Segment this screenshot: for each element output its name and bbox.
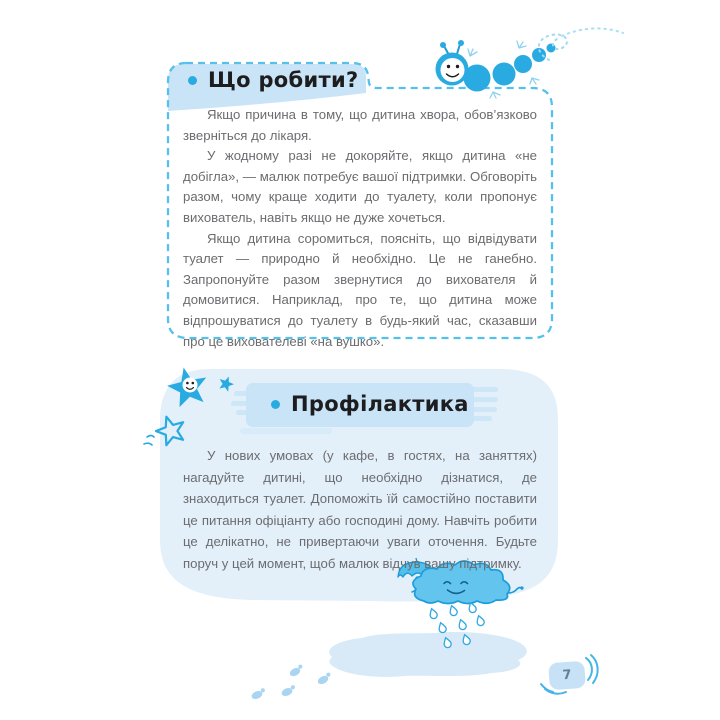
paragraph: У нових умовах (у кафе, в гостях, на заняттях) нагадуйте дитині, що необхідно дізнатися, де знаходиться туалет. Допоможіть їй самостійно поставити це питання офіціанту або господині дому. Навчіть робити це делікатно, не привертаючи уваги оточення. Будьте поруч у цей момент, щоб малюк відчув вашу підтримку.	[183, 448, 537, 571]
section-heading-what-to-do	[188, 64, 358, 96]
section-title-what-to-do: Що робити?	[208, 68, 359, 92]
bullet-dot-icon	[188, 76, 197, 85]
section-body-prevention	[183, 445, 537, 575]
section-heading-prevention	[271, 388, 469, 420]
section-title-prevention: Профілактика	[291, 392, 469, 416]
page-number: 7	[561, 667, 572, 684]
paragraph: Якщо дитина соромиться, поясніть, що відвідувати туалет — природно й необхідно. Це не ганебно. Запропонуйте разом звернутися до вихователя й домовитися. Наприклад, про те, що дитина може відпрошуватися до туалету в будь-який час, сказавши про це вихователеві «на вушко».	[183, 230, 537, 349]
paragraph: Якщо причина в тому, що дитина хвора, обов’язково зверніться до лікаря.	[183, 107, 537, 143]
paragraph: У жодному разі не докоряйте, якщо дитина «не добігла», — малюк потребує вашої підтримки. Обговоріть разом, чому краще ходити до туалету, коли пропонує вихователь, навіть якщо не дуже хочеться.	[183, 148, 537, 225]
bullet-dot-icon	[271, 400, 280, 409]
footprints	[250, 664, 333, 701]
section-body-what-to-do	[183, 105, 537, 352]
puddle	[329, 632, 527, 677]
